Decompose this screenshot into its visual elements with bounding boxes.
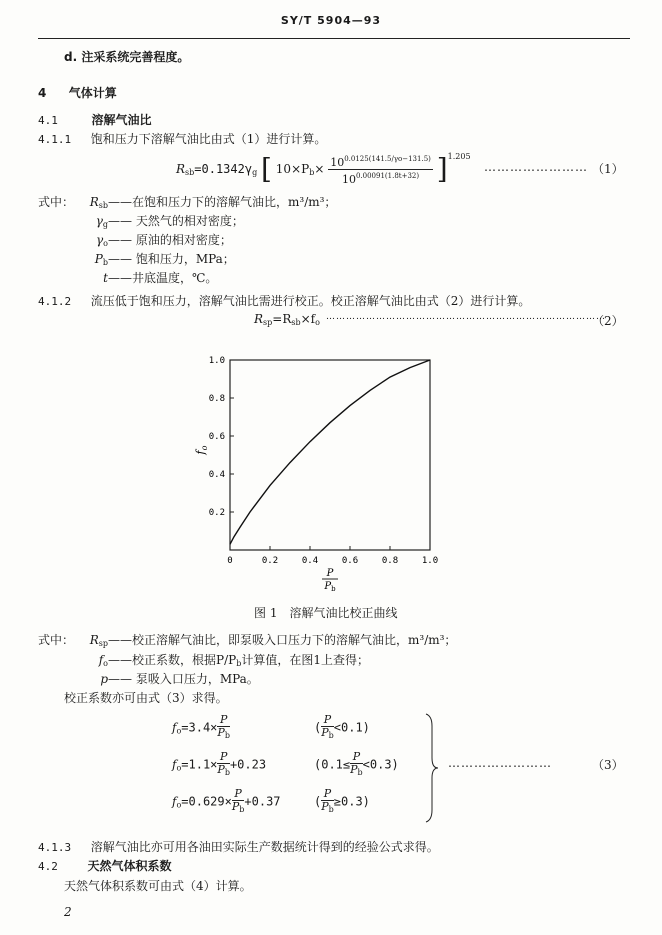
where-desc: —— 饱和压力，MPa； bbox=[108, 252, 235, 266]
where-symbol: γ bbox=[95, 214, 103, 228]
svg-text:Pb: $P_b$ bbox=[324, 581, 336, 593]
y-axis-label: $f_o$ bbox=[194, 445, 209, 455]
section-4-2-text: 天然气体积系数可由式（4）计算。 bbox=[64, 879, 252, 893]
y-tick-label: 0.8 bbox=[208, 394, 225, 404]
where-desc: ——校正系数，根据P/P bbox=[108, 653, 237, 667]
where-row: 式中： $R_{sp}——$校正溶解气油比，即泵吸入口压力下的溶解气油比，m³/m³； bbox=[38, 633, 457, 648]
y-tick-label: 0.4 bbox=[208, 470, 225, 480]
section-4-1-1 bbox=[38, 130, 326, 147]
calc-note: 校正系数亦可由式（3）求得。 bbox=[64, 691, 228, 705]
equation-3-row: $f_o=1.1\times$ $\frac{P}{P_b}$ +0.23 (0.1≤ $\frac{P}{P_b}$ <0.3) bbox=[172, 750, 399, 777]
x-tick-label: 0.6 bbox=[341, 556, 359, 566]
section-4-1-3 bbox=[38, 838, 439, 855]
page-number: 2 bbox=[64, 905, 72, 919]
where-symbol: p bbox=[100, 672, 108, 686]
figure-caption: 图 1 溶解气油比校正曲线 bbox=[254, 606, 398, 620]
equation-2-number: （2） bbox=[592, 314, 624, 328]
section-4 bbox=[38, 84, 117, 101]
section-4-1-num: 4.1 bbox=[38, 114, 58, 127]
y-tick-label: 0.6 bbox=[208, 432, 225, 442]
section-4-1-2-text: 流压低于饱和压力，溶解气油比需进行校正。校正溶解气油比由式（2）进行计算。 bbox=[90, 294, 531, 308]
series-line-fo bbox=[230, 360, 430, 544]
section-4-1-1-num: 4.1.1 bbox=[38, 133, 72, 146]
equation-3-condition: ( $\frac{P}{P_b}$ ≥0.3) bbox=[314, 787, 370, 814]
x-tick-label: 0.8 bbox=[381, 556, 399, 566]
equation-3-row: $f_o=3.4\times$ $\frac{P}{P_b}$ ( $\frac{P}{P_b}$ <0.1) bbox=[172, 713, 370, 740]
where-desc: —— 原油的相对密度； bbox=[108, 233, 232, 247]
p-over-pb-fraction: $\frac{P}{P_b}$ bbox=[217, 713, 230, 740]
where-desc: ——井底温度，℃。 bbox=[108, 271, 218, 285]
where-row: $\gamma_o——$ 原油的相对密度； bbox=[96, 233, 232, 248]
correction-curve-chart bbox=[190, 348, 450, 593]
section-4-2-num: 4.2 bbox=[38, 860, 58, 873]
section-4-1-title: 溶解气油比 bbox=[91, 113, 152, 127]
section-4-1-2-num: 4.1.2 bbox=[38, 295, 72, 308]
section-4-1-2 bbox=[38, 292, 530, 309]
where-prefix: 式中： bbox=[38, 195, 75, 209]
where-desc: —— 天然气的相对密度； bbox=[108, 214, 244, 228]
x-tick-label: 0.4 bbox=[301, 556, 319, 566]
equation-3-dots: …………………… bbox=[448, 756, 552, 770]
y-tick-label: 1.0 bbox=[208, 356, 225, 366]
section-4-1-3-text: 溶解气油比亦可用各油田实际生产数据统计得到的经验公式求得。 bbox=[90, 840, 439, 854]
p-over-pb-fraction: $\frac{P}{P_b}$ bbox=[321, 713, 334, 740]
where-prefix: 式中： bbox=[38, 633, 75, 647]
where-symbol: R bbox=[89, 195, 99, 209]
item-d: d. 注采系统完善程度。 bbox=[64, 50, 190, 64]
equation-3-condition: ( $\frac{P}{P_b}$ <0.1) bbox=[314, 713, 370, 740]
where-symbol: γ bbox=[96, 233, 104, 247]
where-desc: —— 泵吸入口压力，MPa。 bbox=[108, 672, 259, 686]
section-4-2 bbox=[38, 857, 172, 874]
where-row: $\gamma_g——$ 天然气的相对密度； bbox=[95, 214, 244, 229]
equation-1: $R_{sb}=0.1342\gamma_g$ [ $10\times P_b\times$ $\frac{10^{0.0125(141.5/\gamma o-131.5)}}{10^{0.00091(1.8t+32)}}$ ]$^{1.205}$ bbox=[176, 152, 471, 186]
p-over-pb-fraction: $\frac{P}{P_b}$ bbox=[217, 750, 230, 777]
x-tick-label: 1.0 bbox=[421, 556, 439, 566]
p-over-pb-fraction: $\frac{P}{P_b}$ bbox=[231, 787, 245, 814]
equation-3-number: （3） bbox=[592, 758, 624, 772]
section-4-title: 气体计算 bbox=[68, 86, 117, 100]
plot-frame bbox=[230, 360, 430, 550]
where-desc: ——在饱和压力下的溶解气油比，m³/m³； bbox=[108, 195, 337, 209]
equation-2-dots: ………………………………………………………………………… bbox=[326, 312, 606, 322]
svg-text:P: P bbox=[326, 568, 334, 579]
equation-2: $R_{sp}=R_{sb}\times f_o$ bbox=[254, 312, 320, 327]
equation-3-brace bbox=[424, 712, 440, 824]
p-over-pb-fraction: $\frac{P}{P_b}$ bbox=[350, 750, 363, 777]
where-row bbox=[38, 670, 259, 687]
x-tick-label: 0 bbox=[227, 556, 233, 566]
equation-3-condition: (0.1≤ $\frac{P}{P_b}$ <0.3) bbox=[314, 750, 399, 777]
section-4-1-1-text: 饱和压力下溶解气油比由式（1）进行计算。 bbox=[90, 132, 327, 146]
section-4-2-title: 天然气体积系数 bbox=[87, 859, 172, 873]
page-header: SY/T 5904—93 bbox=[280, 14, 382, 27]
section-4-1 bbox=[38, 111, 152, 128]
header-rule bbox=[38, 38, 630, 39]
where-row bbox=[38, 269, 217, 286]
section-4-num: 4 bbox=[38, 86, 47, 100]
x-tick-label: 0.2 bbox=[261, 556, 279, 566]
equation-3-row: $f_o=0.629\times$ $\frac{P}{P_b}$ +0.37 ( $\frac{P}{P_b}$ ≥0.3) bbox=[172, 787, 370, 814]
section-4-1-3-num: 4.1.3 bbox=[38, 841, 72, 854]
where-desc: ——校正溶解气油比，即泵吸入口压力下的溶解气油比，m³/m³； bbox=[108, 633, 457, 647]
where-symbol: R bbox=[89, 633, 99, 647]
y-tick-label: 0.2 bbox=[208, 508, 225, 518]
p-over-pb-fraction: $\frac{P}{P_b}$ bbox=[321, 787, 334, 814]
where-row: $P_b——$ 饱和压力，MPa； bbox=[94, 252, 235, 267]
where-row: $f_o——$校正系数，根据$P/P_b$计算值，在图1上查得； bbox=[98, 653, 369, 668]
where-symbol: t bbox=[103, 271, 108, 285]
where-symbol: f bbox=[98, 653, 104, 667]
x-axis-label bbox=[322, 568, 338, 593]
where-symbol: P bbox=[94, 252, 103, 266]
where-row: 式中： $R_{sb}——$在饱和压力下的溶解气油比，m³/m³； bbox=[38, 195, 337, 210]
equation-1-fraction: $\frac{10^{0.0125(141.5/\gamma o-131.5)}}{10^{0.00091(1.8t+32)}}$ bbox=[330, 155, 431, 186]
equation-1-number: （1） bbox=[592, 162, 624, 176]
equation-1-dots: …………………… bbox=[484, 160, 588, 174]
